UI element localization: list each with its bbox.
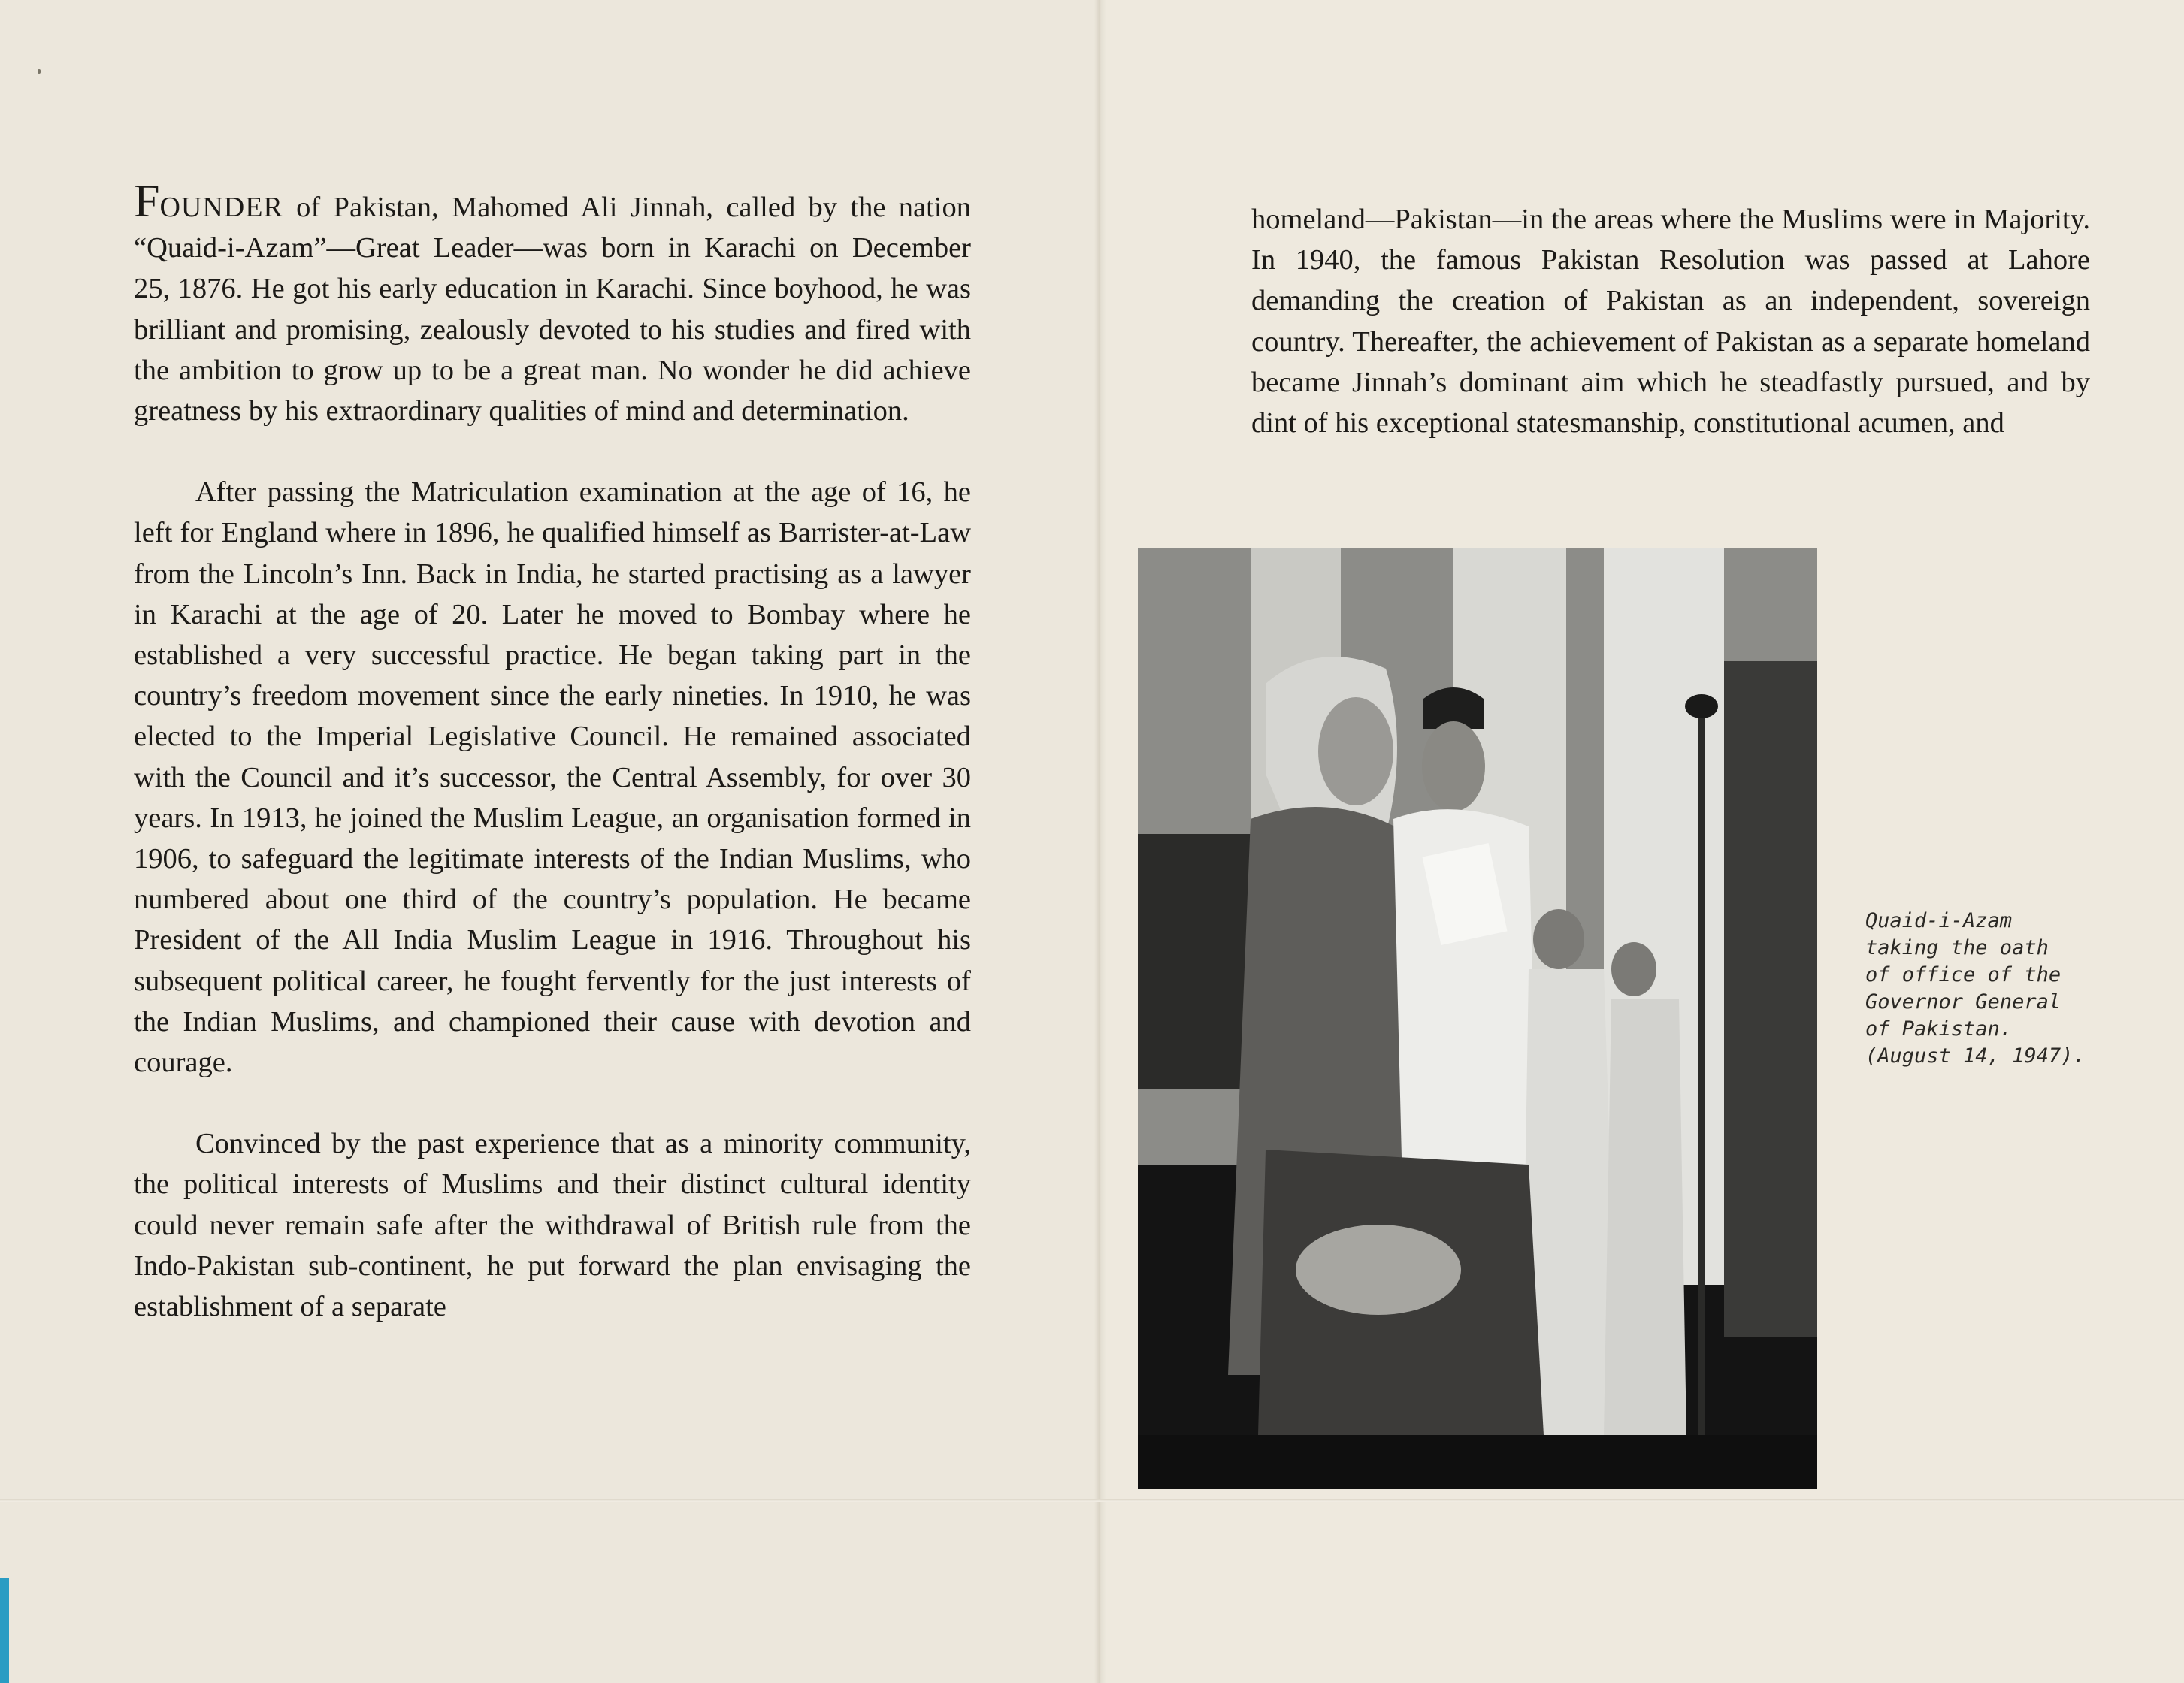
small-caps-lead: OUNDER bbox=[159, 192, 283, 223]
career-paragraph: After passing the Matriculation examination at the age of 16, he left for England where in 1896, he qualified himself as Barrister-at-Law from the Lincoln’s Inn. Back in India, he started practising as a lawyer in Karachi at the age of 20. Later he moved to Bombay where he established a very successful practice. He began taking part in the country’s freedom movement since the early nineties. In 1910, he was elected to the Imperial Legislative Council. He remained associated with the Council and it’s successor, the Central Assembly, for over 30 years. In 1913, he joined the Muslim League, an organisation formed in 1906, to safeguard the legitimate interests of the Indian Muslims, who numbered about one third of the country’s population. He became President of the All India Muslim League in 1916. Throughout his subsequent political career, he fought fervently for the just interests of the Indian Muslims, and championed their cause with devotion and courage. bbox=[134, 476, 971, 1079]
caption-line: Quaid-i-Azam bbox=[1865, 909, 2013, 932]
caption-line: (August 14, 1947). bbox=[1865, 1044, 2086, 1068]
caption-line: of office of the bbox=[1865, 963, 2061, 987]
center-fold bbox=[1094, 0, 1106, 1683]
horizontal-crease bbox=[0, 1499, 2184, 1502]
left-text-column bbox=[134, 176, 971, 1367]
caption-line: taking the oath bbox=[1865, 936, 2049, 959]
edge-tab bbox=[0, 1578, 9, 1683]
right-text-column bbox=[1251, 199, 2090, 443]
caption-line: Governor General bbox=[1865, 990, 2061, 1014]
drop-cap: F bbox=[134, 176, 160, 227]
homeland-paragraph: homeland—Pakistan—in the areas where the Muslims were in Majority. In 1940, the famous Pakistan Resolution was passed at Lahore demanding the creation of Pakistan as an independent, sovereign country. Thereafter, the achievement of Pakistan as a separate homeland became Jinnah’s dominant aim which he steadfastly pursued, and by dint of his exceptional statesmanship, constitutional acumen, and bbox=[1251, 204, 2090, 440]
caption-line: of Pakistan. bbox=[1865, 1017, 2013, 1041]
intro-text: of Pakistan, Mahomed Ali Jinnah, called by the nation “Quaid-i-Azam”—Great Leader—was born in Karachi on December 25, 1876. He got his early education in Karachi. Since boyhood, he was brilliant and promising, zealously devoted to his studies and fired with the ambition to grow up to be a great man. No wonder he did achieve greatness by his extraordinary qualities of mind and determination. bbox=[134, 192, 971, 428]
photo-caption bbox=[1865, 908, 2106, 1070]
paper-speck bbox=[38, 69, 41, 74]
photo-illustration bbox=[1138, 548, 1817, 1489]
intro-paragraph bbox=[134, 176, 971, 431]
convinced-paragraph: Convinced by the past experience that as a minority community, the political interests of Muslims and their distinct cultural identity could never remain safe after the withdrawal of British rule from the Indo-Pakistan sub-continent, he put forward the plan envisaging the establishment of a separate bbox=[134, 1128, 971, 1323]
oath-photograph bbox=[1138, 548, 1817, 1489]
